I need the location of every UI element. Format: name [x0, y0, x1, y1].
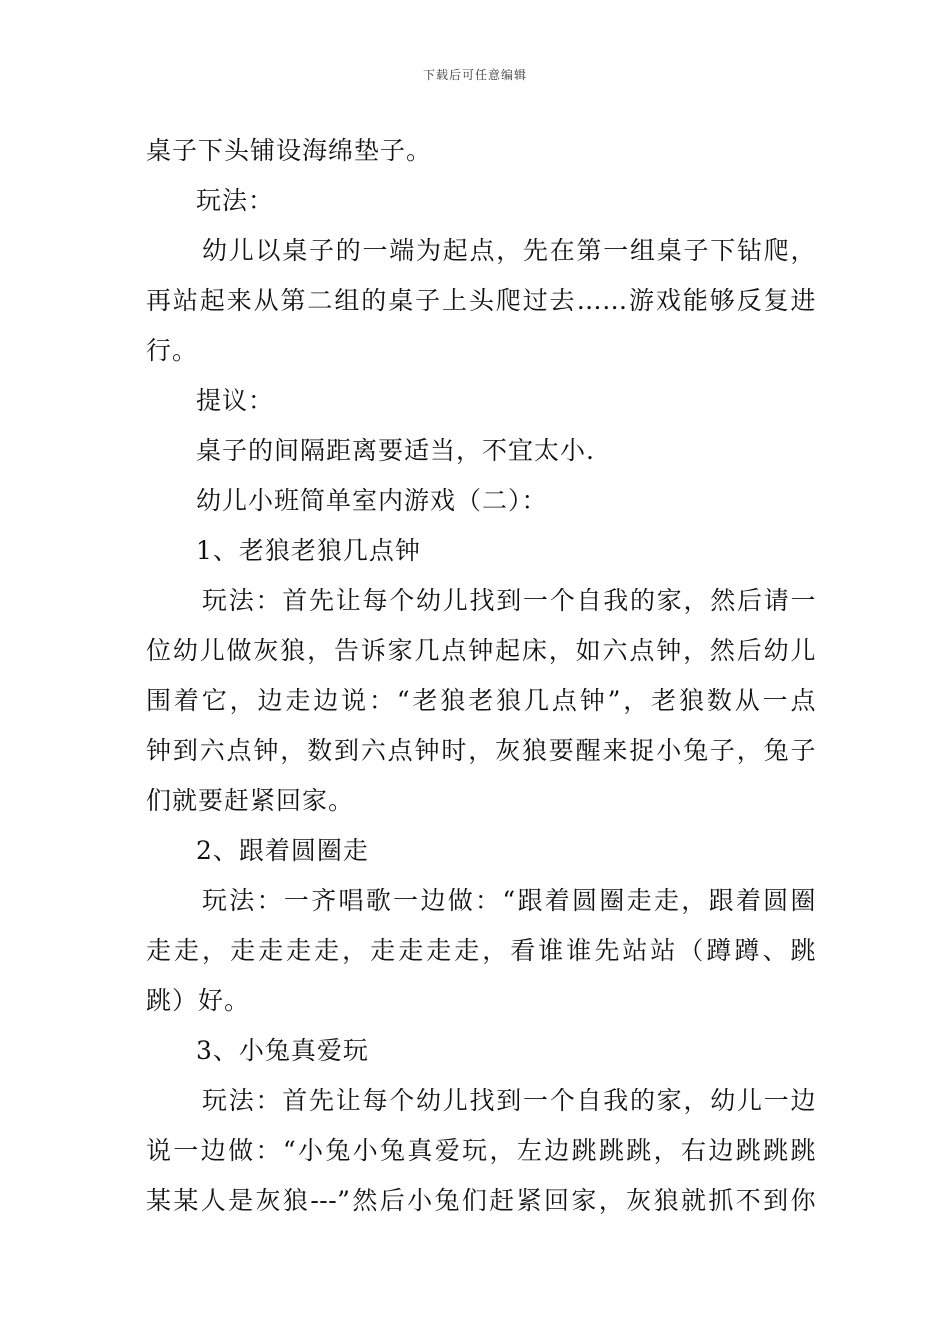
- text-line: 跳）好。: [146, 986, 251, 1015]
- text-line: 行。: [146, 336, 199, 365]
- game-title: 3、小兔真爱玩: [196, 1036, 369, 1065]
- text-line: 玩法：首先让每个幼儿找到一个自我的家，然后请一: [202, 586, 816, 615]
- page-header-note: 下载后可任意编辑: [422, 68, 527, 82]
- game-title: 2、跟着圆圈走: [196, 836, 369, 865]
- section-heading: 幼儿小班简单室内游戏（二）：: [196, 486, 548, 515]
- text-line: 幼儿以桌子的一端为起点，先在第一组桌子下钻爬，: [202, 236, 816, 265]
- text-line: 玩法：一齐唱歌一边做：“跟着圆圈走走，跟着圆圈: [202, 886, 816, 915]
- text-line: 玩法：首先让每个幼儿找到一个自我的家，幼儿一边: [202, 1086, 816, 1115]
- text-line: 走走，走走走走，走走走走，看谁谁先站站（蹲蹲、跳: [146, 936, 816, 965]
- text-line: 提议：: [196, 386, 275, 415]
- text-line: 钟到六点钟，数到六点钟时，灰狼要醒来捉小兔子，兔子: [146, 736, 816, 765]
- text-line: 某某人是灰狼---”然后小兔们赶紧回家，灰狼就抓不到你: [146, 1186, 816, 1215]
- text-line: 们就要赶紧回家。: [146, 786, 355, 815]
- game-title: 1、老狼老狼几点钟: [196, 536, 421, 565]
- text-line: 玩法：: [196, 186, 275, 215]
- text-line: 桌子的间隔距离要适当，不宜太小.: [196, 436, 595, 465]
- text-line: 围着它，边走边说：“老狼老狼几点钟”，老狼数从一点: [146, 686, 816, 715]
- text-line: 位幼儿做灰狼，告诉家几点钟起床，如六点钟，然后幼儿: [146, 636, 816, 665]
- text-line: 再站起来从第二组的桌子上头爬过去……游戏能够反复进: [146, 286, 816, 315]
- text-line: 桌子下头铺设海绵垫子。: [146, 136, 433, 165]
- text-line: 说一边做：“小兔小兔真爱玩，左边跳跳跳，右边跳跳跳: [146, 1136, 816, 1165]
